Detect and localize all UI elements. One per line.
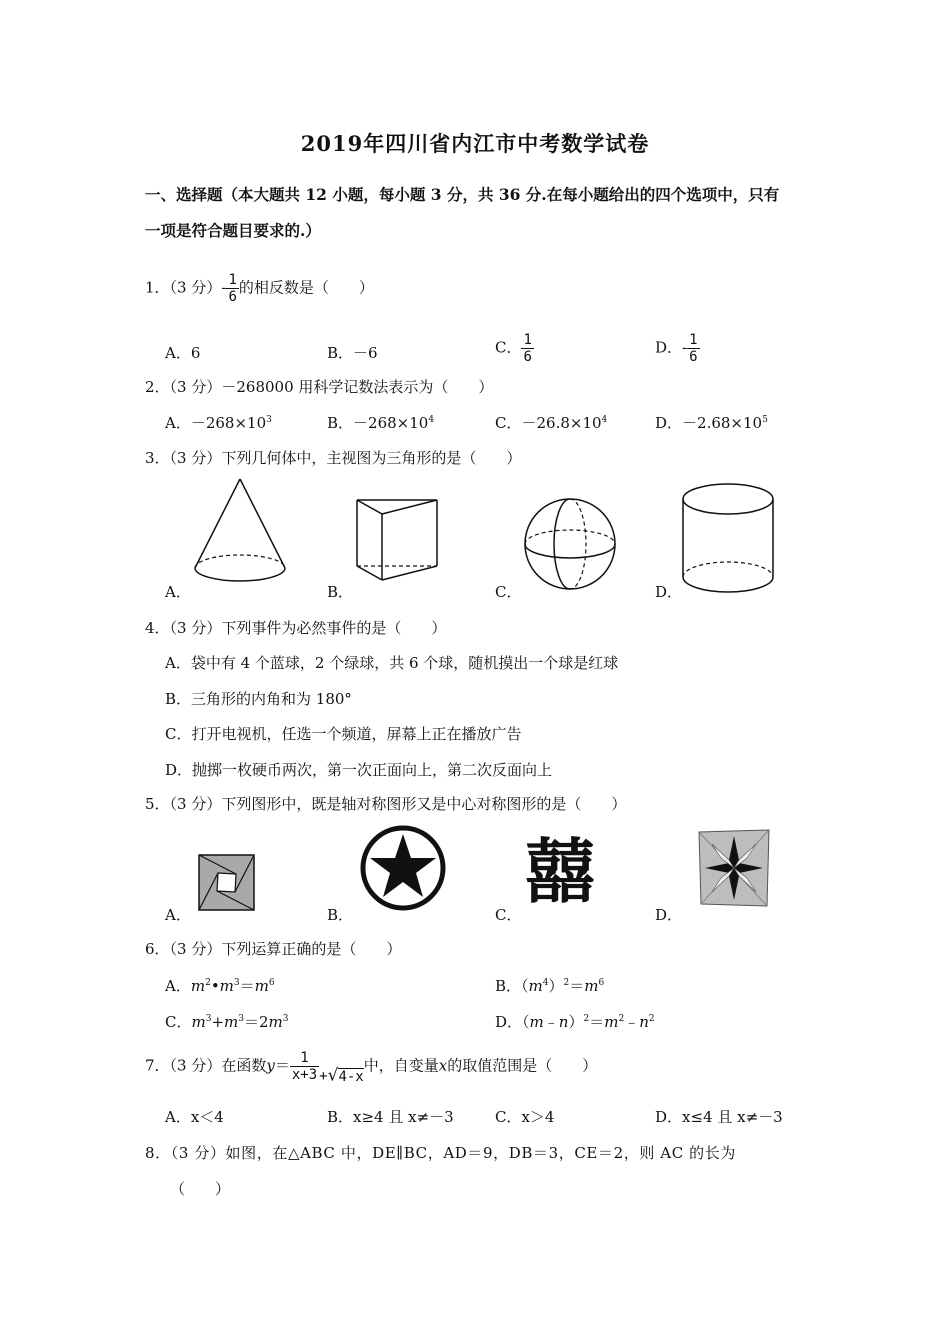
- q2-option-a: A．$-268\times 10^3$: [165, 414, 272, 432]
- q2-option-d: D．$-2.68\times 10^5$: [655, 414, 768, 432]
- question-8: 8．（3 分）如图，在△ABC 中，DE∥BC，AD＝9，DB＝3，CE＝2，则 AC 的长为: [145, 1144, 736, 1162]
- sphere-figure: [522, 496, 618, 592]
- question-8-blank: （ ）: [170, 1180, 231, 1198]
- q1-option-d: D．- $\frac{1}{6}$: [655, 332, 698, 365]
- cone-figure: [190, 476, 290, 596]
- q7-option-b: B．x≥4 且 x≠－3: [327, 1108, 454, 1126]
- q7-option-c: C．x＞4: [495, 1108, 555, 1126]
- double-happiness-figure: 囍: [525, 831, 595, 913]
- q1-option-b: B．－6: [327, 344, 378, 362]
- q6-option-a: A．$m^2•m^3=m^6$: [165, 977, 275, 995]
- star-tile-figure: [697, 828, 771, 908]
- section-heading-line2: 一项是符合题目要求的.）: [145, 221, 321, 240]
- q4-option-d: D．抛掷一枚硬币两次，第一次正面向上，第二次反面向上: [165, 761, 553, 779]
- q7-fraction: $\frac{1}{x+3}$: [291, 1050, 318, 1083]
- q1-option-a: A．6: [165, 344, 201, 362]
- cylinder-figure: [680, 482, 776, 598]
- q5-option-b: B．: [327, 906, 354, 924]
- q2-option-c: C．$-26.8\times 10^4$: [495, 414, 608, 432]
- triangular-prism-figure: [352, 494, 442, 589]
- page-title: 2019年四川省内江市中考数学试卷: [300, 131, 650, 156]
- q5-option-c: C．: [495, 906, 522, 924]
- q3-option-b: B．: [327, 583, 354, 601]
- star-in-circle-figure: [360, 825, 446, 911]
- q1-option-c: C． $\frac{1}{6}$: [495, 332, 532, 365]
- q4-option-a: A．袋中有 4 个蓝球，2 个绿球，共 6 个球，随机摸出一个球是红球: [165, 654, 619, 672]
- q3-option-a: A．: [165, 583, 191, 601]
- q6-option-b: B．$(m^4)^2=m^6$: [495, 977, 605, 995]
- q2-option-b: B．$-268\times 10^4$: [327, 414, 435, 432]
- question-6: 6．（3 分）下列运算正确的是（ ）: [145, 940, 402, 958]
- q7-option-a: A．x＜4: [165, 1108, 224, 1126]
- q1-fraction: $\frac{1}{6}$: [228, 272, 237, 305]
- q6-option-d: D．$(m﹣n)^2=m^2﹣n^2$: [495, 1013, 655, 1031]
- question-5: 5．（3 分）下列图形中，既是轴对称图形又是中心对称图形的是（ ）: [145, 795, 627, 813]
- q5-option-d: D．: [655, 906, 683, 924]
- q5-option-a: A．: [165, 906, 191, 924]
- q4-option-b: B．三角形的内角和为 180°: [165, 690, 352, 708]
- q7-option-d: D．x≤4 且 x≠－3: [655, 1108, 783, 1126]
- section-heading-line1: 一、选择题（本大题共 12 小题，每小题 3 分，共 36 分.在每小题给出的四个选项中，只有: [145, 185, 780, 204]
- q1-text: 的相反数是（ ）: [238, 278, 374, 297]
- question-4: 4．（3 分）下列事件为必然事件的是（ ）: [145, 619, 447, 637]
- square-pinwheel-figure: [198, 854, 256, 912]
- question-1: [145, 272, 374, 305]
- q3-option-c: C．: [495, 583, 522, 601]
- q7-sqrt-radicand: 4-x: [338, 1068, 364, 1085]
- q3-option-d: D．: [655, 583, 683, 601]
- q4-option-c: C．打开电视机，任选一个频道，屏幕上正在播放广告: [165, 725, 522, 743]
- question-2: 2．（3 分）－268000 用科学记数法表示为（ ）: [145, 378, 494, 396]
- q6-option-c: C．$m^3+m^3=2m^3$: [165, 1013, 289, 1031]
- question-7: 7．（3 分）在函数y＝ $\frac{1}{x+3}$ +√4-x中，自变量x的取值范围是（ ）: [145, 1050, 598, 1086]
- question-3: 3．（3 分）下列几何体中，主视图为三角形的是（ ）: [145, 449, 522, 467]
- q1-number: 1．（3 分）-: [145, 278, 227, 297]
